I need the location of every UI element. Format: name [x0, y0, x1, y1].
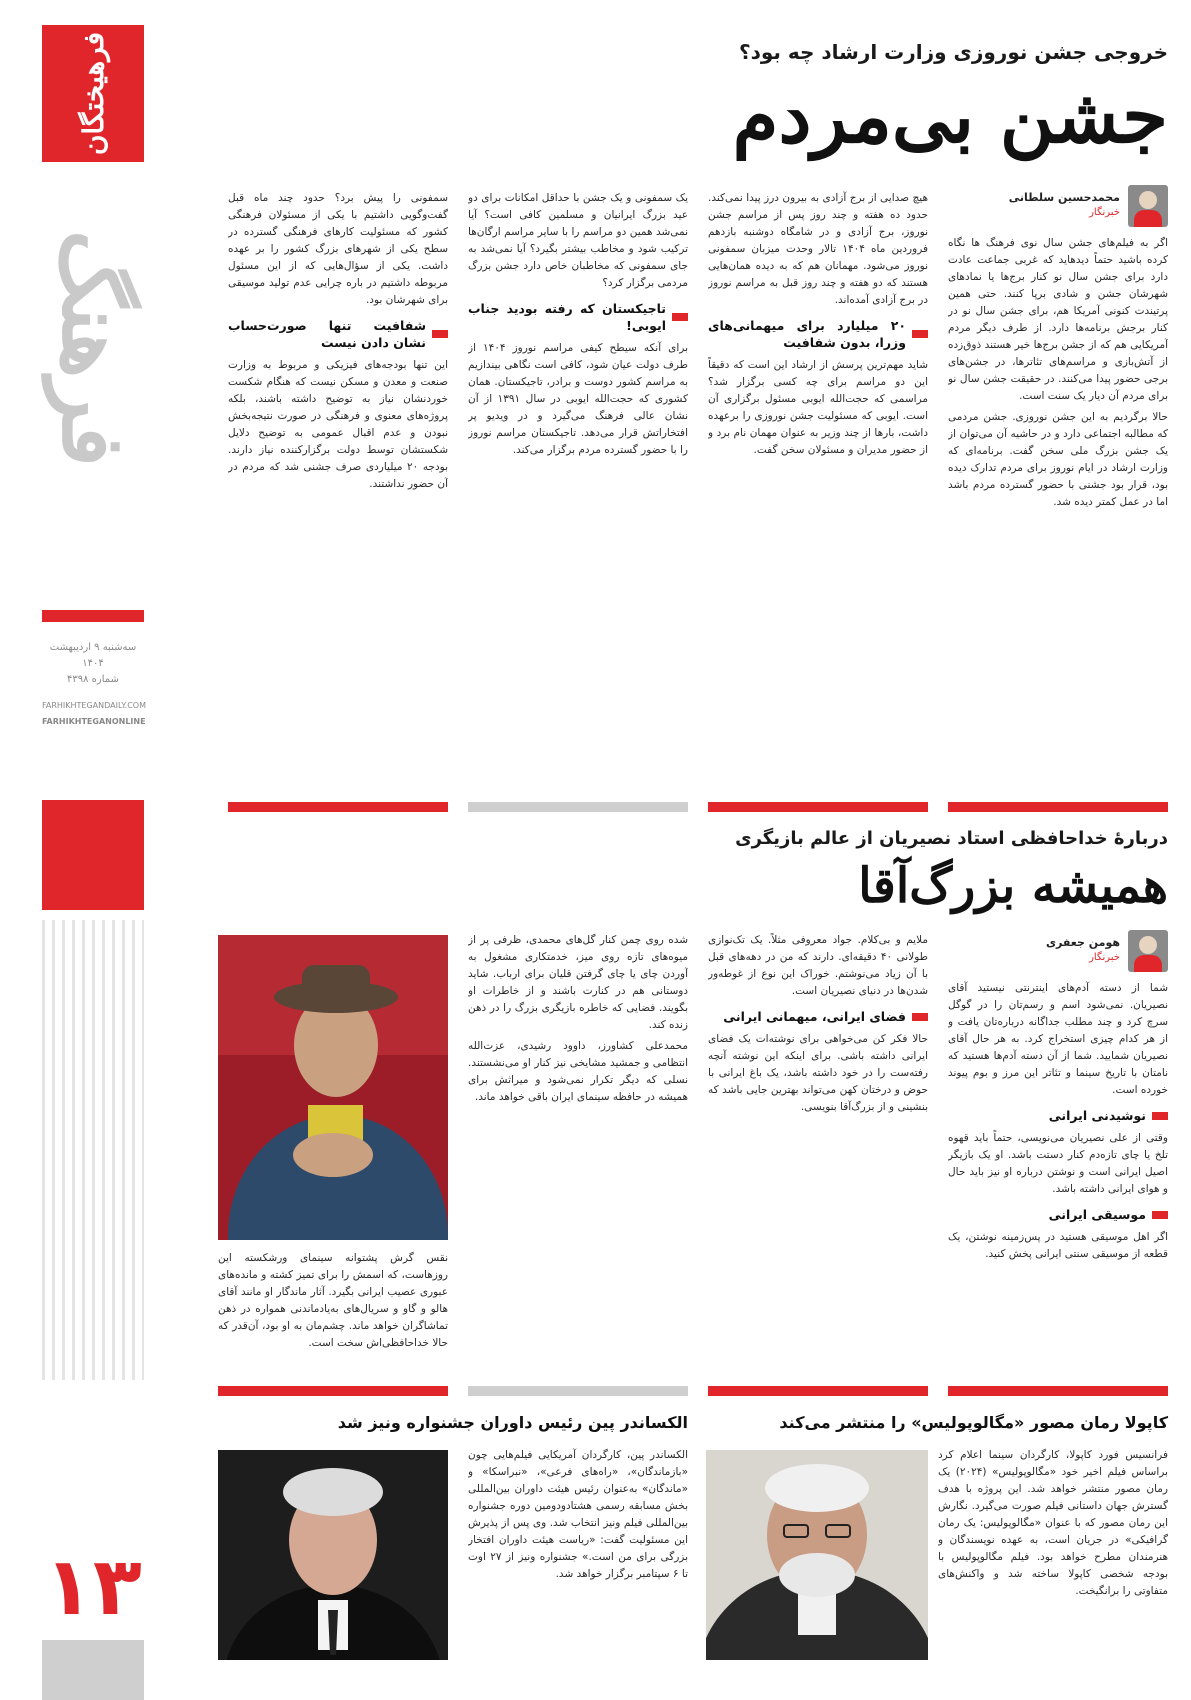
paragraph: هیچ صدایی از برج آزادی به بیرون درز پیدا نمی‌کند. حدود ده هفته و چند روز پس از مراسم جشن نوروز، برج آزادی و در شامگاه دوشنبه بازدهم فروردین ماه ۱۴۰۴ تالار وحدت میزبان سمفونی نوروز می‌شود. مهمانان هم که به دیده همان‌هایی هستند که دو هفته و چند روز قبل به مراسم نوروز در برج آزادی آمده‌اند. — [708, 192, 928, 306]
column-rule — [708, 1386, 928, 1396]
author-name: محمدحسین سلطانی — [1008, 191, 1120, 204]
portrait-illustration — [218, 935, 448, 1240]
paragraph: نقس گرش پشتوانه سینمای ورشکسته این روزهاست، که اسمش را برای تمیز کشته و مانده‌های عبوری عصیب ایرانی بگیرد. آثار ماندگار او مانند آقای هالو و گاو و سریال‌های به‌یادماندنی همواره در ذهن تماشاگران خواهد ماند. چشم‌مان به او بود، آن‌قدر که حالا خداحافظی‌اش سخت است. — [218, 1252, 448, 1349]
column-rule — [468, 802, 688, 812]
issue-info — [42, 640, 144, 730]
paragraph: اگر به فیلم‌های جشن سال نوی فرهنگ ها نگاه کرده باشید حتماً دیدهاید که غربی جماعت عادت دارد برای جشن سال نو کنار برج‌ها یا نمادهای شهرشان جشن و شادی برپا کنند. حتی همین پرتیندت کنونی آمریکا هم، برای جشن سال نو در کنار برجش برنامه‌ها دارد. از طرف دیگر مردم آمریکایی هم که از جشن برج‌ها خیر هستند ذوق‌زده از آتش‌بازی و مراسم‌های تئاترها، در جشن‌های برجی حضور پیدا می‌کنند. در حقیقت جشن سال نو برای مردم آن دیار یک سنت است. — [948, 237, 1168, 402]
story1-headline: جشن بی‌مردم — [732, 74, 1168, 160]
column-rule — [948, 802, 1168, 812]
subhead-marker — [432, 330, 448, 338]
subhead-text: نوشیدنی ایرانی — [1048, 1108, 1146, 1123]
website-link[interactable]: FARHIKHTEGANDAILY.COM — [42, 701, 146, 710]
sidebar-divider — [42, 610, 144, 622]
social-handle[interactable]: FARHIKHTEGANONLINE — [42, 717, 146, 726]
paragraph: این تنها بودجه‌های فیزیکی و مربوط به وزارت صنعت و معدن و مسکن نیست که هنگام شکست خوردنشان نیاز به توضیح داشته باشند، بلکه پروژه‌های معنوی و فرهنگی در صورت نتیجه‌بخش نبودن و عدم اقبال عمومی به توضیح دلایل شکستشان توسط دولت برگزارکننده نیاز دارند. بودجه ۲۰ میلیاردی صرف جشنی شد که مردم در آن حضور نداشتند. — [228, 359, 448, 490]
story1-byline — [968, 185, 1168, 227]
paragraph: برای آنکه سیطح کیفی مراسم نوروز ۱۴۰۴ از طرف دولت عیان شود، کافی است نگاهی بیندازیم به مراسم کشور دوست و برادر، تاجیکستان. همان کشوری که حجت‌الله ایوبی در سال ۱۳۹۱ از آن نشان عالی فرهنگ می‌گیرد و در ویدیو پر افتخاراتش قرار می‌دهد. تاجیکستان مراسم نوروز را با حضور گسترده مردم برگزار می‌کند. — [468, 342, 688, 456]
author-avatar — [1128, 185, 1168, 227]
story3-headline: کاپولا رمان مصور «مگالوپولیس» را منتشر می‌کند — [779, 1413, 1168, 1432]
page-number: ۱۳ — [44, 1540, 142, 1633]
paragraph: سمفونی را پیش برد؟ حدود چند ماه قبل گفت‌وگویی داشتیم با یکی از مسئولان فرهنگی کشور که مسئولیت کارهای فرهنگی گسترده در سطح یکی از شهرهای بزرگ کشور را بر عهده داشت. یکی از سؤال‌هایی که از این مسئول مربوطه داشتیم در باره چرایی عدم تولید موسیقی برای شهرشان بود. — [228, 192, 448, 306]
sidebar-footer-block — [42, 1640, 144, 1700]
subhead-marker — [912, 1013, 928, 1021]
paragraph: حالا برگردیم به این جشن نوروزی. جشن مردمی که مطالبه اجتماعی دارد و در حاشیه آن می‌توان از یک جشن بزرگ ملی سخن گفت. برنامه‌ای که وزارت ارشاد در ایام نوروز برای مردم تدارک دیده بود، قرار بود جشنی با حضور گسترده مردم باشد اما در عمل کمتر دیده شد. — [948, 411, 1168, 508]
author-role: خبرنگار — [1089, 952, 1120, 963]
subheading — [228, 317, 448, 351]
story2-column-4 — [218, 1250, 448, 1380]
issue-number: شماره ۴۳۹۸ — [67, 674, 119, 685]
nasirian-photo — [218, 935, 448, 1240]
paragraph: فرانسیس فورد کاپولا، کارگردان سینما اعلام کرد براساس فیلم اخیر خود «مگالوپولیس» (۲۰۲۴) یک رمان مصور منتشر خواهد شد. این پروژه با هدف گسترش جهان داستانی فیلم صورت می‌گیرد. نگارش این رمان مصور که با عنوان «مگالوپولیس: یک رمان گرافیکی» در جریان است، به عهده نویسندگان و هنرمندان مطرح خواهد بود. فیلم مگالوپولیس با بودجه شخصی کاپولا ساخته شد و واکنش‌های متفاوتی را برانگیخت. — [938, 1449, 1168, 1597]
subhead-marker — [1152, 1211, 1168, 1219]
subheading — [948, 1107, 1168, 1124]
sidebar-red-block — [42, 800, 144, 910]
subheading — [948, 1206, 1168, 1223]
paragraph: شما از دسته آدم‌های اینترنتی نیستید آقای نصیریان. نمی‌شود اسم و رسم‌تان را در گوگل سرچ کرد و چند مطلب جداگانه درباره‌تان یافت و از هر کدام چیزی استخراج کرد. به هر حال آقای نصیریان شمایید. شما از آن دسته آدم‌ها هستید که نامتان با تاریخ سینما و تئاتر این مرز و بوم پیوند خورده است. — [948, 982, 1168, 1096]
story4-headline: الکساندر پین رئیس داوران جشنواره ونیز شد — [337, 1413, 688, 1432]
subhead-marker — [672, 313, 688, 321]
section-title — [42, 230, 144, 630]
subhead-text: شفافیت تنها صورت‌حساب نشان دادن نیست — [228, 318, 426, 350]
story2-kicker: دربارهٔ خداحافظی استاد نصیریان از عالم بازیگری — [735, 828, 1168, 849]
story2-headline: همیشه بزرگ‌آقا — [858, 858, 1168, 914]
author-role: خبرنگار — [1089, 207, 1120, 218]
subhead-text: ۲۰ میلیارد برای میهمانی‌های وزرا، بدون شفافیت — [708, 318, 906, 350]
story1-column-3 — [468, 190, 688, 795]
section-name: فرهنگ — [42, 230, 144, 467]
story4-body — [468, 1447, 688, 1677]
paragraph: شاید مهم‌ترین پرسش از ارشاد این است که دقیقاً این دو مراسم برای چه کسی برگزار شد؟ مراسمی که حجت‌الله ایوبی مسئول برگزاری آن است. ایوبی که مسئولیت جشن نوروزی را برعهده داشت، بارها از چند وزیر به عنوان مهمان نام برد و از حضور مدیران و مسئولان سخن گفت. — [708, 359, 928, 456]
subhead-marker — [912, 330, 928, 338]
paragraph: حالا فکر کن می‌خواهی برای نوشته‌ات یک فضای ایرانی داشته باشی. برای اینکه این نوشته آنچه رفته‌ست را در خود داشته باشد، یک باغ ایرانی با حوض و درختان کهن می‌تواند بهترین جایی باشد که بنشینی و از بزرگ‌آقا بنویسی. — [708, 1033, 928, 1113]
paragraph: ملایم و بی‌کلام. جواد معروفی مثلاً. یک تک‌نوازی طولانی ۴۰ دقیقه‌ای. دارند که من در دهه‌های قبل با آن زیاد می‌نوشتم. خوراک این نوع از غوطه‌ور شدن‌ها در دنیای نصیریان است. — [708, 934, 928, 997]
portrait-illustration — [218, 1450, 448, 1660]
story1-column-2 — [708, 190, 928, 795]
author-avatar — [1128, 930, 1168, 972]
subheading — [708, 317, 928, 351]
paragraph: اگر اهل موسیقی هستید در پس‌زمینه نوشتن، یک قطعه از موسیقی سنتی ایرانی پخش کنید. — [948, 1231, 1168, 1260]
story2-column-2 — [708, 932, 928, 1380]
issue-date: سه‌شنبه ۹ اردیبهشت ۱۴۰۴ — [49, 642, 137, 669]
story2-byline — [968, 930, 1168, 972]
story2-column-3 — [468, 932, 688, 1380]
column-rule — [228, 802, 448, 812]
subhead-text: تاجیکستان که رفته بودید جناب ایوبی! — [468, 301, 666, 333]
story1-kicker: خروجی جشن نوروزی وزارت ارشاد چه بود؟ — [739, 40, 1168, 64]
subheading — [468, 300, 688, 334]
paragraph: محمدعلی کشاورز، داوود رشیدی، عزت‌الله انتظامی و جمشید مشایخی نیز کنار او می‌نشستند. نسلی که دیگر تکرار نمی‌شود و میراثش برای همیشه در حافظه سینمای ایران باقی خواهد ماند. — [468, 1040, 688, 1103]
paragraph: یک سمفونی و یک جشن با حداقل امکانات برای دو عید بزرگ ایرانیان و مسلمین کافی است؟ آیا نمی‌شد همین دو مراسم را با سایر مراسم ارگان‌ها ترکیب شود و مخاطب بیشتر بگیرد؟ آیا نمی‌شد به جای سمفونی که مخاطبان خاص دارد جشن بزرگ مردمی برگزار کرد؟ — [468, 192, 688, 289]
story1-column-4 — [228, 190, 448, 795]
brand-logo — [42, 25, 144, 162]
paragraph: شده روی چمن کنار گل‌های محمدی، ظرفی پر از میوه‌های تازه روی میز، خدمتکاری مشغول به آوردن چای یا چای گرفتن قلیان برای ارباب. شاید دوستانی هم در کنارت باشند و از خاطرات او بگویند. فضایی که خاطره بازیگری بزرگ را در ذهن زنده کند. — [468, 934, 688, 1031]
story2-column-1 — [948, 980, 1168, 1380]
column-rule — [218, 1386, 448, 1396]
page-main — [168, 0, 1168, 1700]
story1-column-1 — [948, 235, 1168, 795]
column-rule — [948, 1386, 1168, 1396]
column-rule — [468, 1386, 688, 1396]
paragraph: وقتی از علی نصیریان می‌نویسی، حتماً باید قهوه تلخ یا چای تازه‌دم کنار دستت باشد. او یک بازیگر اصیل ایرانی است و نوشتن درباره او نیز باید حال و هوای ایرانی داشته باشد. — [948, 1132, 1168, 1195]
paragraph: الکساندر پین، کارگردان آمریکایی فیلم‌هایی چون «بازماندگان»، «راه‌های فرعی»، «نبراسکا» و «ماندگان» به‌عنوان رئیس هیئت داوران بین‌المللی بخش مسابقه رسمی هشتادودومین دوره جشنواره بین‌المللی فیلم ونیز انتخاب شد. وی پس از پذیرش این مسئولیت گفت: «ریاست هیئت داوران افتخار بزرگی برای من است.» جشنواره ونیز از ۲۷ اوت تا ۶ سپتامبر برگزار خواهد شد. — [468, 1449, 688, 1580]
subhead-text: فضای ایرانی، میهمانی ایرانی — [723, 1009, 906, 1024]
portrait-illustration — [706, 1450, 928, 1660]
brand-name: فرهیختگان — [76, 31, 110, 156]
author-name: هومن جعفری — [1045, 936, 1120, 949]
subheading — [708, 1008, 928, 1025]
sidebar-pattern — [42, 920, 144, 1380]
column-rule — [708, 802, 928, 812]
story3-body — [938, 1447, 1168, 1677]
payne-photo — [218, 1450, 448, 1660]
page-sidebar — [0, 0, 148, 1700]
coppola-photo — [706, 1450, 928, 1660]
subhead-marker — [1152, 1112, 1168, 1120]
subhead-text: موسیقی ایرانی — [1048, 1207, 1146, 1222]
